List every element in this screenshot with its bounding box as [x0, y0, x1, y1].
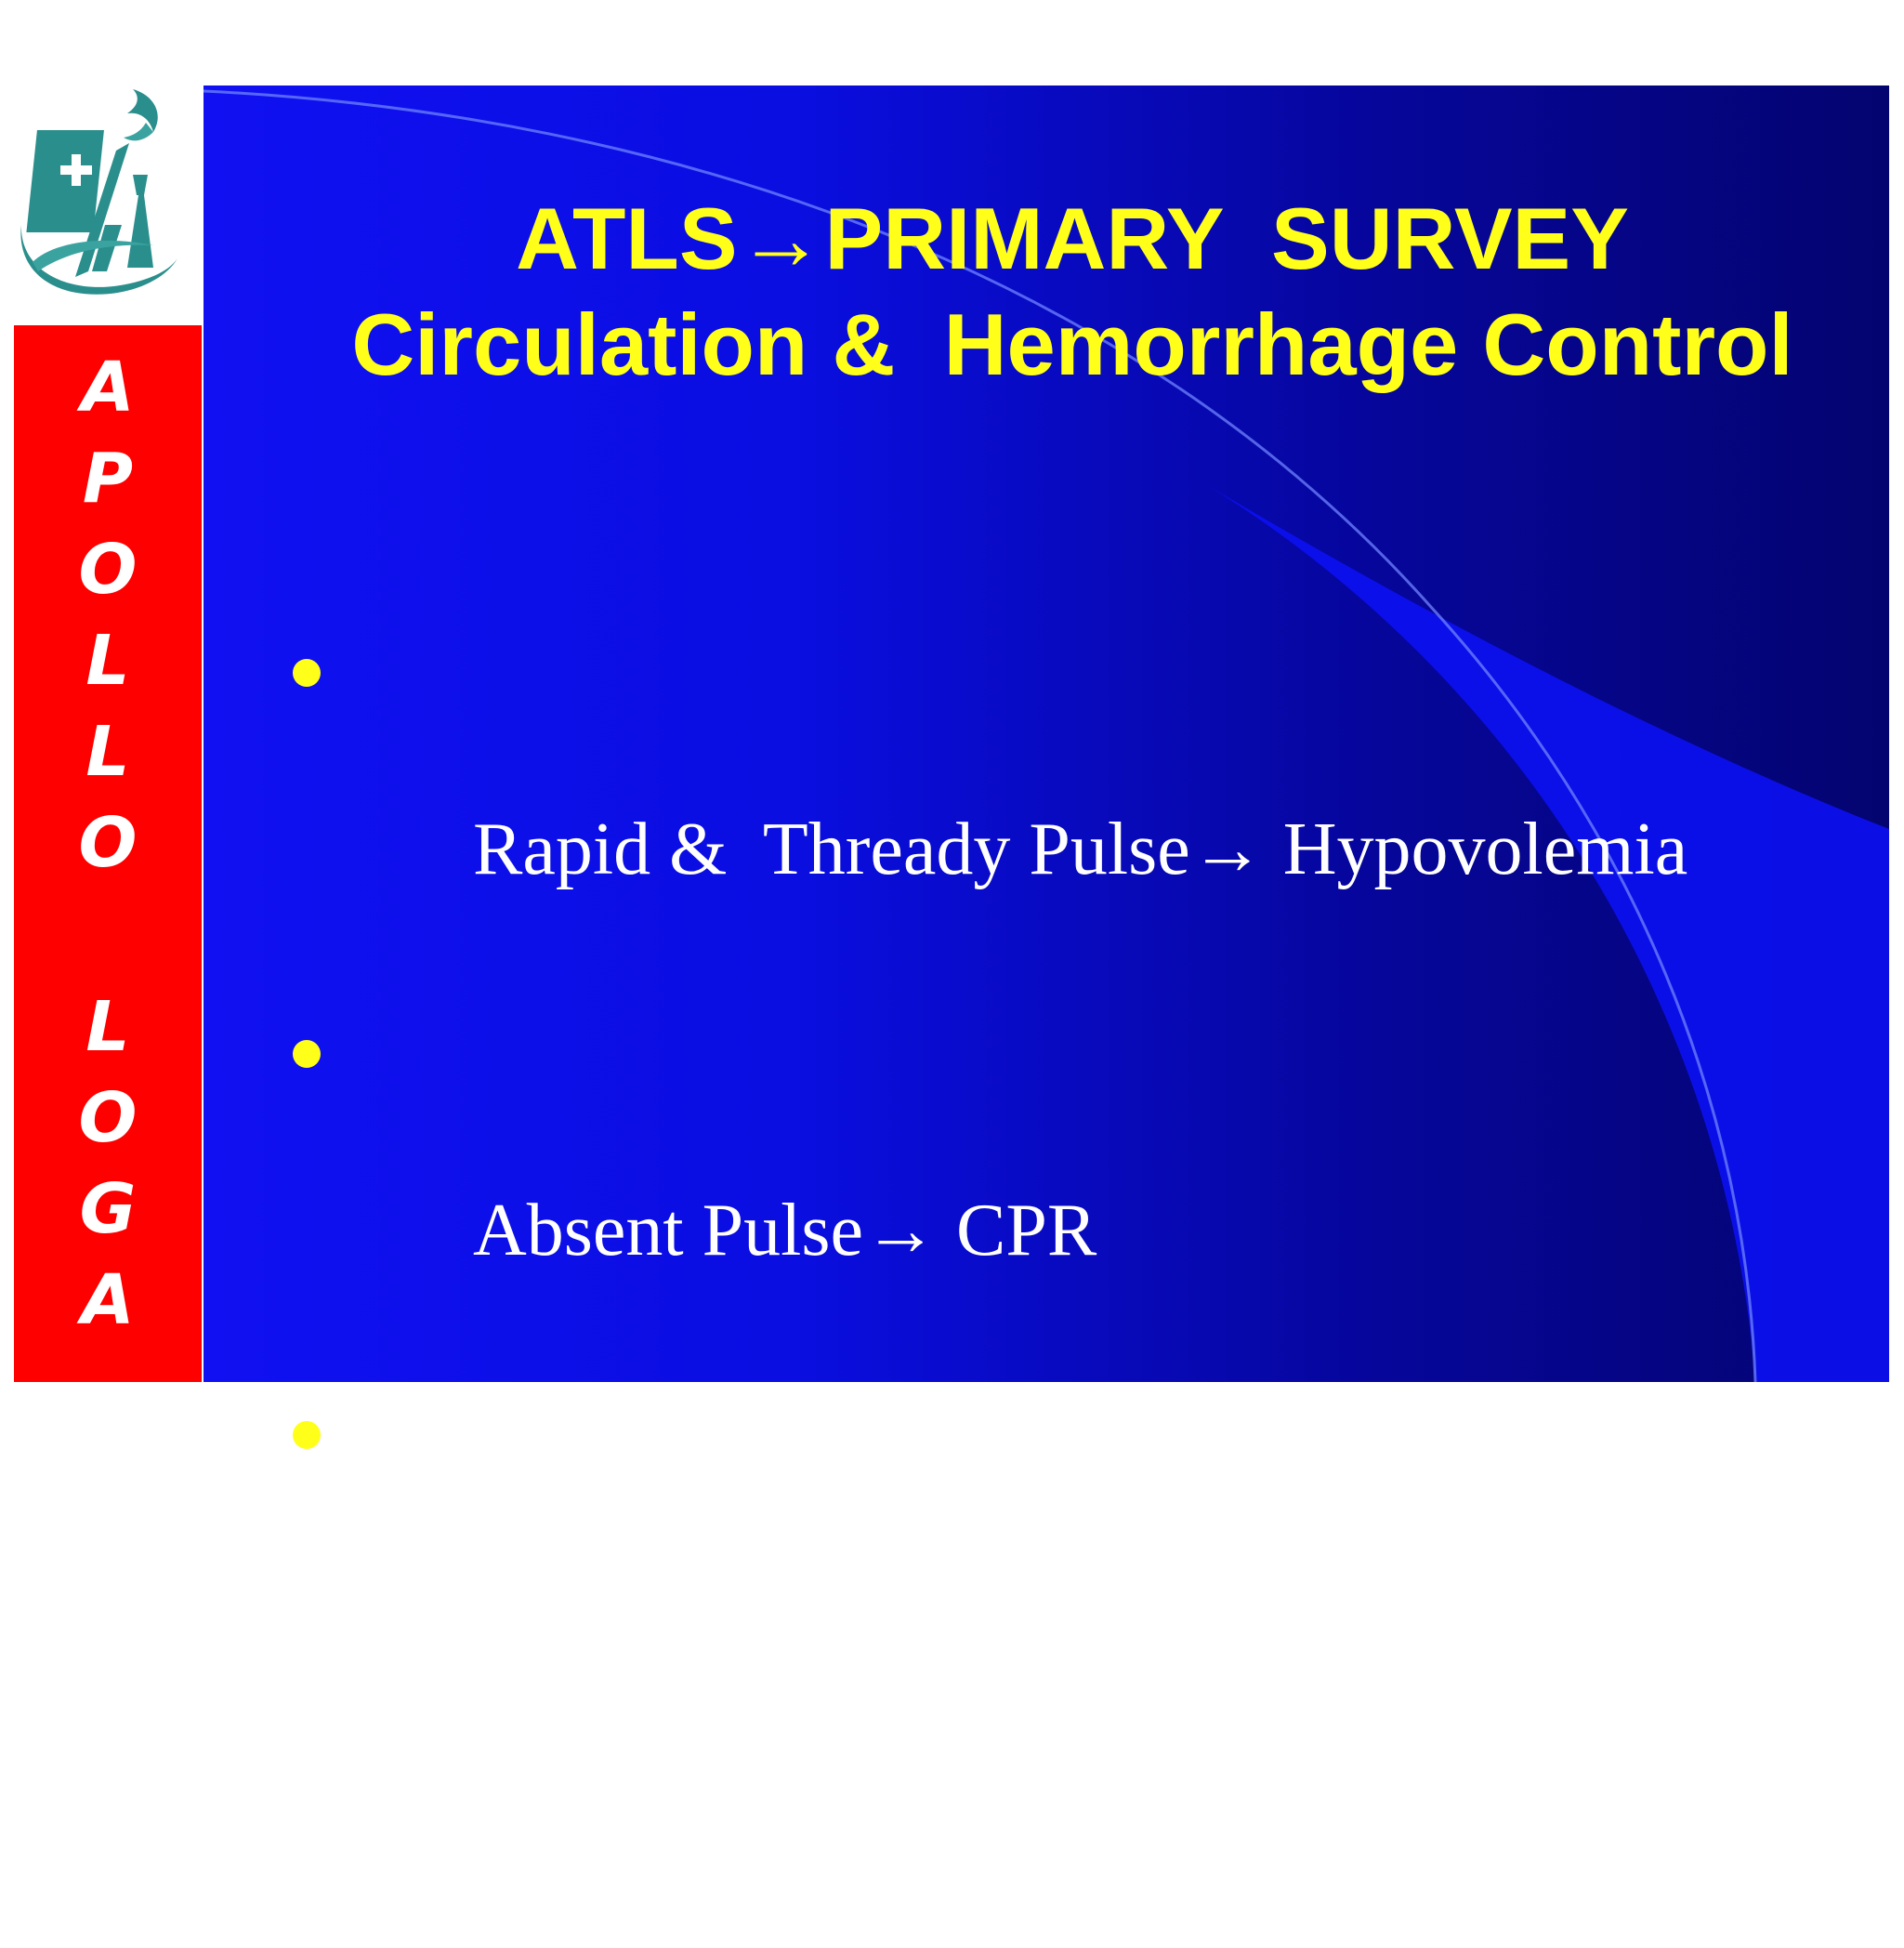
bullet-item [285, 1387, 1884, 1928]
bullet-text: External Exsanguinating Hemorrhage controlled with MAST/ PASG, Never use Tourniquets [324, 1571, 1615, 1833]
sidebar-letter: O [78, 530, 138, 610]
logo [14, 86, 202, 323]
slide-content [204, 86, 1889, 1833]
bullet-text: Absent Pulse→ CPR [473, 1190, 1097, 1271]
bullet-list [285, 625, 1884, 1948]
bullet-dot-icon [293, 1040, 321, 1068]
sidebar-letter: L [85, 987, 130, 1067]
sidebar-band [14, 325, 202, 1382]
sidebar-letter: L [85, 621, 130, 701]
bullet-dot-icon [293, 1421, 321, 1449]
sidebar-letter: A [81, 348, 135, 428]
sidebar-letter: O [78, 1078, 138, 1158]
bullet-text: Rapid & Thready Pulse→ Hypovolemia [473, 809, 1688, 890]
slide [14, 86, 1889, 1833]
sidebar-letter: O [78, 803, 138, 883]
slide-title [241, 186, 1904, 397]
bullet-dot-icon [293, 659, 321, 687]
bullet-item [285, 625, 1884, 985]
sidebar-letter: A [81, 1260, 135, 1340]
sidebar-letter: L [85, 712, 130, 792]
title-line-1: ATLS→PRIMARY SURVEY [516, 190, 1629, 287]
hospital-emblem-icon [14, 86, 202, 323]
bullet-item [285, 1006, 1884, 1366]
title-line-2: Circulation & Hemorrhage Control [351, 295, 1793, 393]
sidebar-letter: G [79, 1169, 137, 1249]
sidebar-letter: P [82, 439, 134, 519]
